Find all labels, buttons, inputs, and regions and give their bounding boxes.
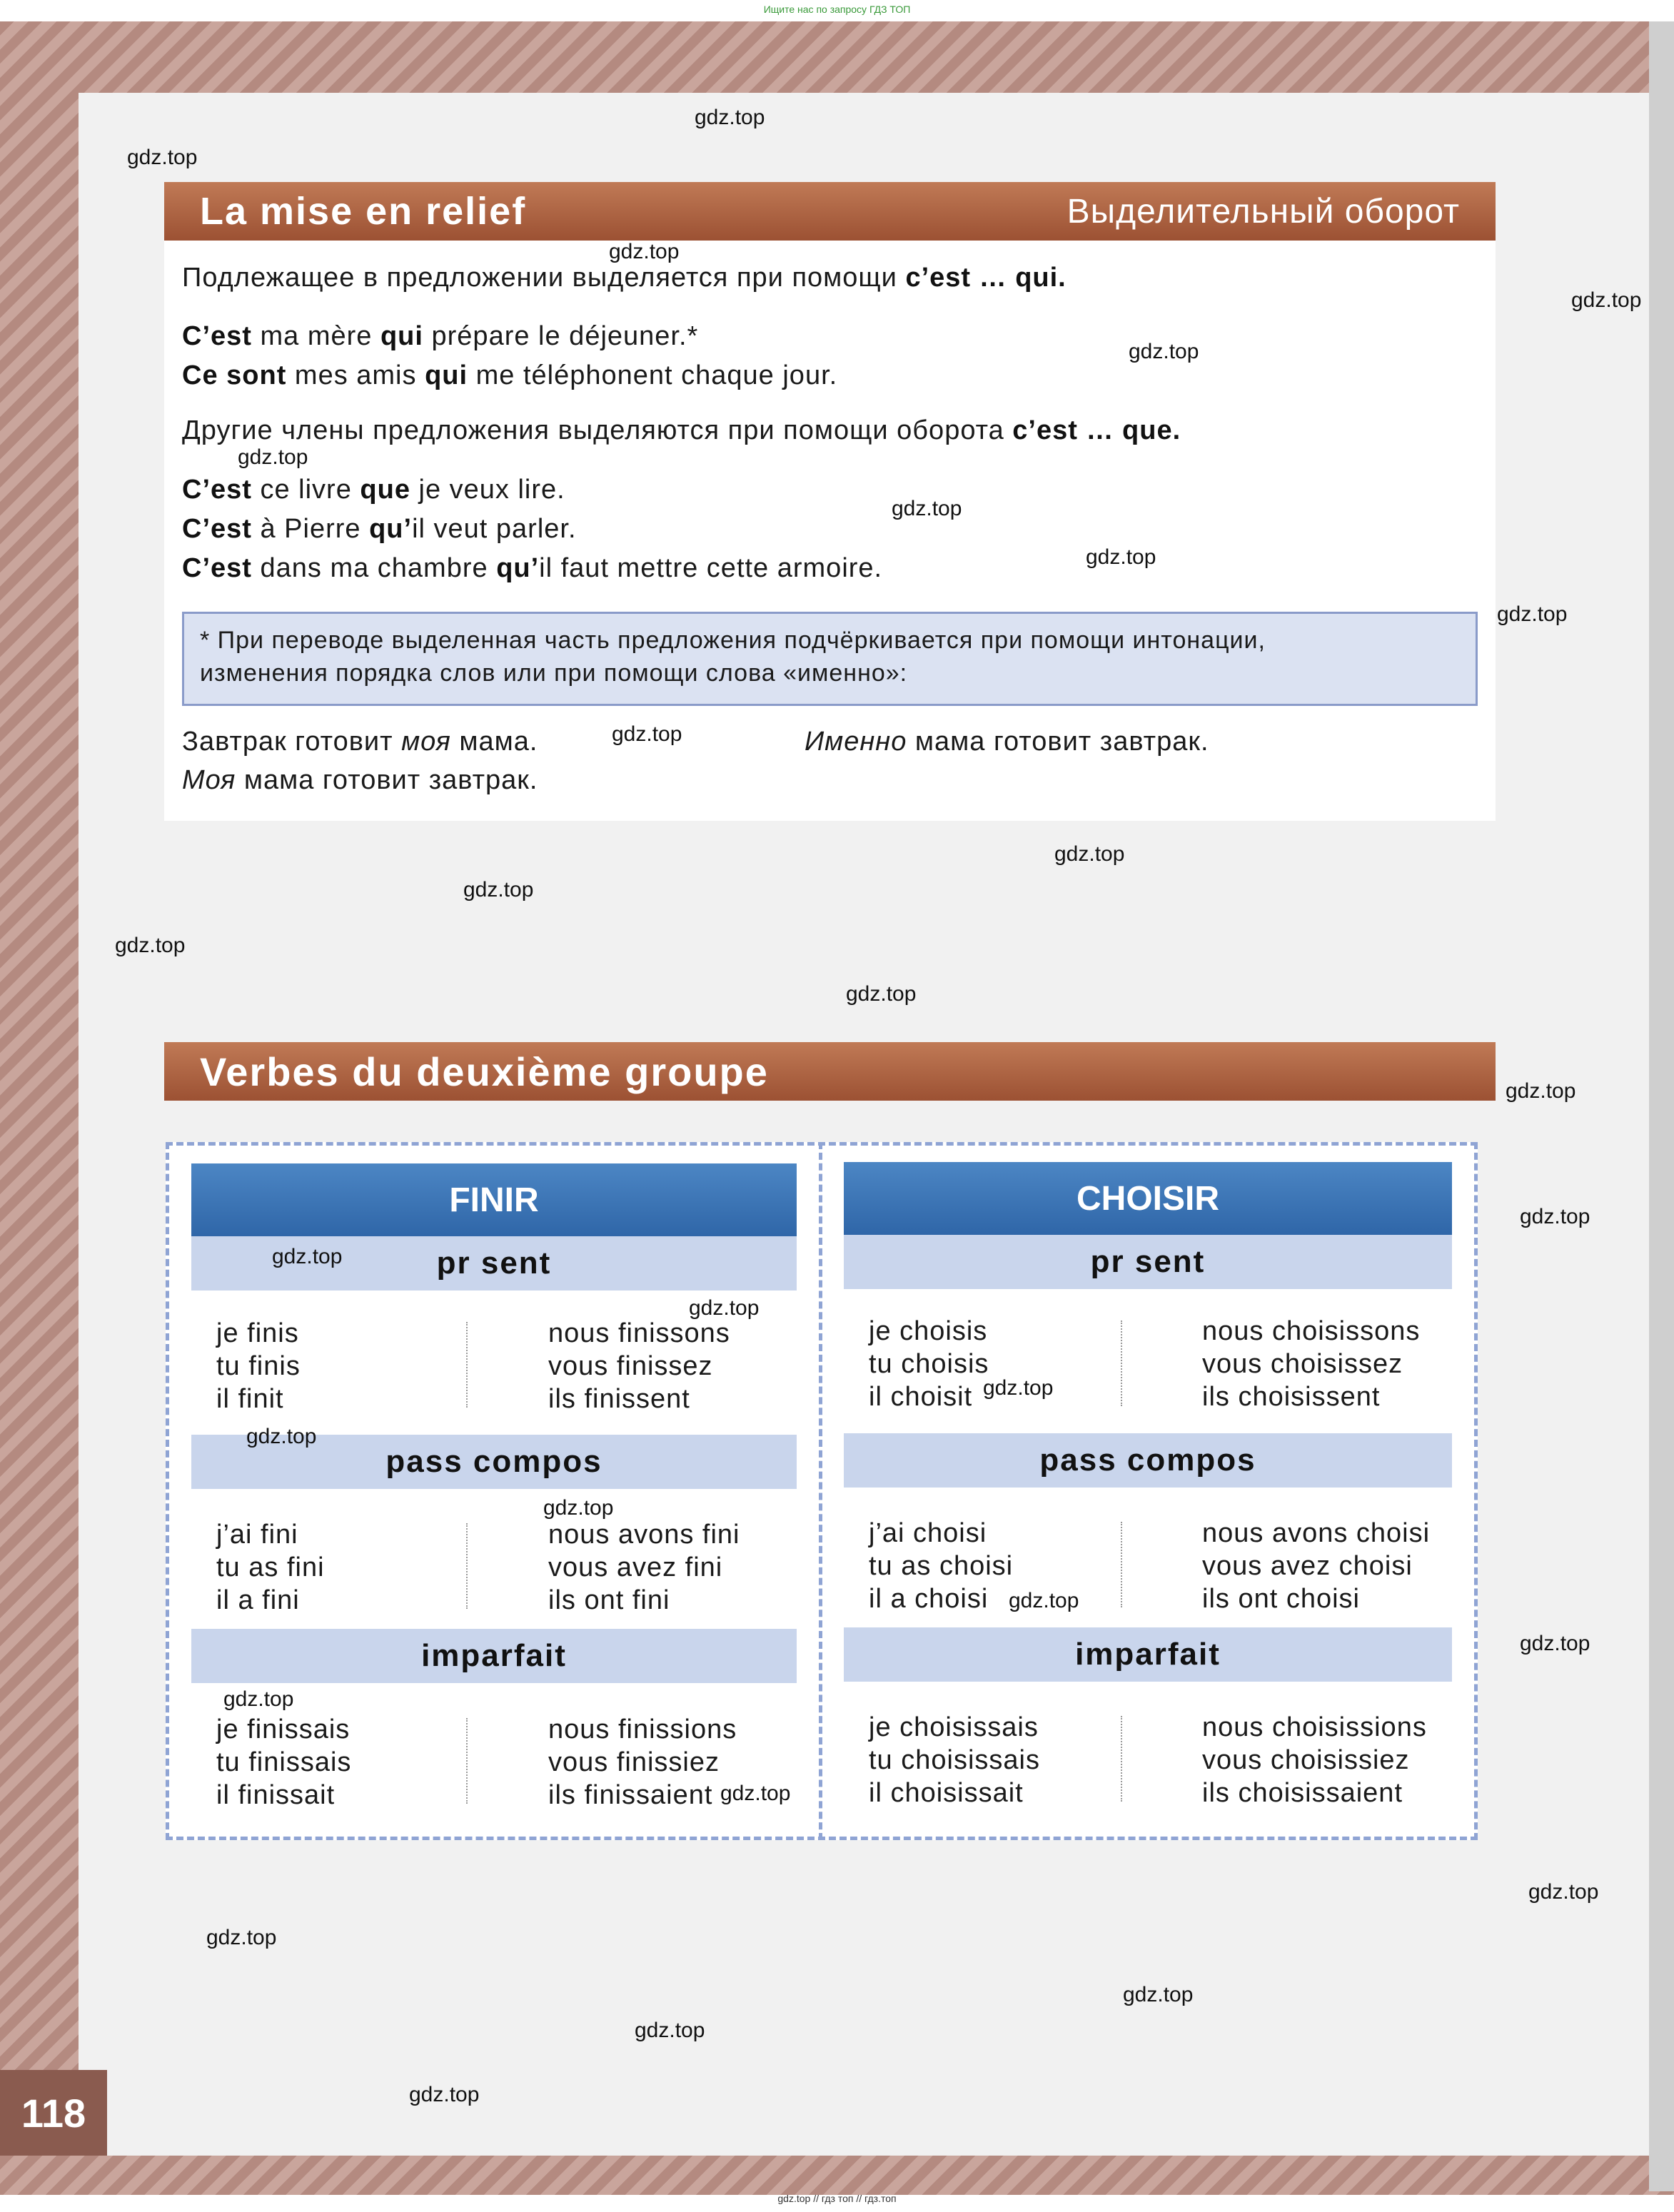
- conj-singular: je finissais tu finissais il finissait: [216, 1714, 352, 1810]
- translation-example: Моя мама готовит завтрак.: [182, 765, 538, 795]
- translation-example: Завтрак готовит моя мама.: [182, 727, 538, 757]
- conj-singular: je choisissais tu choisissais il choisissait: [869, 1712, 1040, 1808]
- conj-plural: nous choisissions vous choisissiez ils choisissaient: [1202, 1712, 1427, 1808]
- conj-singular: j’ai fini tu as fini il a fini: [216, 1520, 325, 1615]
- translation-example: Именно мама готовит завтрак.: [805, 727, 1209, 757]
- watermark: gdz.top: [1528, 1880, 1599, 1904]
- watermark: gdz.top: [543, 1496, 614, 1520]
- watermark: gdz.top: [635, 2019, 705, 2042]
- top-note: Ищите нас по запросу ГДЗ ТОП: [763, 4, 911, 15]
- section-title: Verbes du deuxième groupe: [200, 1049, 769, 1094]
- conj-plural: nous finissions vous finissiez ils finissaient: [548, 1714, 737, 1810]
- watermark: gdz.top: [1506, 1079, 1576, 1103]
- watermark: gdz.top: [983, 1376, 1054, 1400]
- watermark: gdz.top: [1054, 842, 1125, 866]
- watermark: gdz.top: [1520, 1632, 1590, 1655]
- conj-separator: [1121, 1716, 1122, 1802]
- watermark: gdz.top: [463, 878, 534, 902]
- verbes-header: [164, 1042, 1496, 1101]
- watermark: gdz.top: [609, 240, 680, 263]
- conj-separator: [466, 1718, 468, 1804]
- example-sentence: C’est à Pierre qu’il veut parler.: [182, 514, 577, 544]
- conj-separator: [466, 1523, 468, 1609]
- watermark: gdz.top: [1009, 1589, 1079, 1612]
- watermark: gdz.top: [223, 1687, 294, 1711]
- page-binding: [1649, 21, 1674, 2191]
- tense-band: imparfait: [844, 1627, 1452, 1682]
- section-title: La mise en relief: [200, 190, 527, 233]
- conj-singular: je finis tu finis il finit: [216, 1318, 301, 1414]
- example-sentence: C’est ma mère qui prépare le déjeuner.*: [182, 321, 699, 351]
- watermark: gdz.top: [246, 1425, 317, 1448]
- bottom-note: gdz.top // гдз топ // гдз.топ: [777, 2193, 897, 2204]
- example-sentence: C’est dans ma chambre qu’il faut mettre cette armoire.: [182, 553, 883, 583]
- watermark: gdz.top: [1129, 340, 1199, 363]
- conj-singular: je choisis tu choisis il choisit: [869, 1316, 989, 1412]
- watermark: gdz.top: [409, 2083, 480, 2106]
- conj-separator: [1121, 1320, 1122, 1406]
- page-border-left: [0, 21, 79, 2191]
- conjugation-divider: [819, 1142, 822, 1840]
- watermark: gdz.top: [689, 1296, 760, 1320]
- conj-plural: nous avons fini vous avez fini ils ont fini: [548, 1520, 740, 1615]
- watermark: gdz.top: [1497, 602, 1568, 626]
- tense-band: pass compos: [844, 1433, 1452, 1488]
- conj-separator: [1121, 1522, 1122, 1607]
- mise-en-relief-header: [164, 182, 1496, 241]
- watermark: gdz.top: [892, 497, 962, 520]
- conj-plural: nous choisissons vous choisissez ils choisissent: [1202, 1316, 1421, 1412]
- conj-singular: j’ai choisi tu as choisi il a choisi: [869, 1518, 1014, 1614]
- watermark: gdz.top: [720, 1782, 791, 1805]
- conj-separator: [466, 1322, 468, 1408]
- tense-band: imparfait: [191, 1629, 797, 1683]
- watermark: gdz.top: [846, 982, 917, 1006]
- watermark: gdz.top: [272, 1245, 343, 1268]
- conj-plural: nous avons choisi vous avez choisi ils ont choisi: [1202, 1518, 1431, 1614]
- example-sentence: Ce sont mes amis qui me téléphonent chaque jour.: [182, 360, 838, 390]
- rule-subject: Подлежащее в предложении выделяется при помощи c’est … qui.: [182, 263, 1067, 293]
- watermark: gdz.top: [127, 146, 198, 169]
- tense-band: pass compos: [191, 1435, 797, 1489]
- page-border-bottom: [0, 2156, 1674, 2195]
- watermark: gdz.top: [206, 1926, 277, 1949]
- rule-other-members: Другие члены предложения выделяются при помощи оборота c’est … que.: [182, 415, 1181, 445]
- page-number: 118: [0, 2070, 107, 2156]
- watermark: gdz.top: [1086, 545, 1156, 569]
- watermark: gdz.top: [1520, 1205, 1590, 1228]
- watermark: gdz.top: [1571, 288, 1642, 312]
- tense-band: pr sent: [191, 1236, 797, 1291]
- watermark: gdz.top: [612, 722, 682, 746]
- section-title-ru: Выделительный оборот: [1067, 192, 1460, 231]
- watermark: gdz.top: [115, 934, 186, 957]
- conj-plural: nous finissons vous finissez ils finissent: [548, 1318, 730, 1414]
- translation-note: * При переводе выделенная часть предложения подчёркивается при помощи интонации, изменения порядка слов или при помощи слова «именно»:: [182, 612, 1478, 706]
- watermark: gdz.top: [1123, 1983, 1194, 2006]
- verb-header-finir: FINIR: [191, 1163, 797, 1236]
- watermark: gdz.top: [238, 445, 308, 469]
- tense-band: pr sent: [844, 1235, 1452, 1289]
- page-border-top: [0, 21, 1674, 93]
- watermark: gdz.top: [695, 106, 765, 129]
- example-sentence: C’est ce livre que je veux lire.: [182, 475, 565, 505]
- verb-header-choisir: CHOISIR: [844, 1162, 1452, 1235]
